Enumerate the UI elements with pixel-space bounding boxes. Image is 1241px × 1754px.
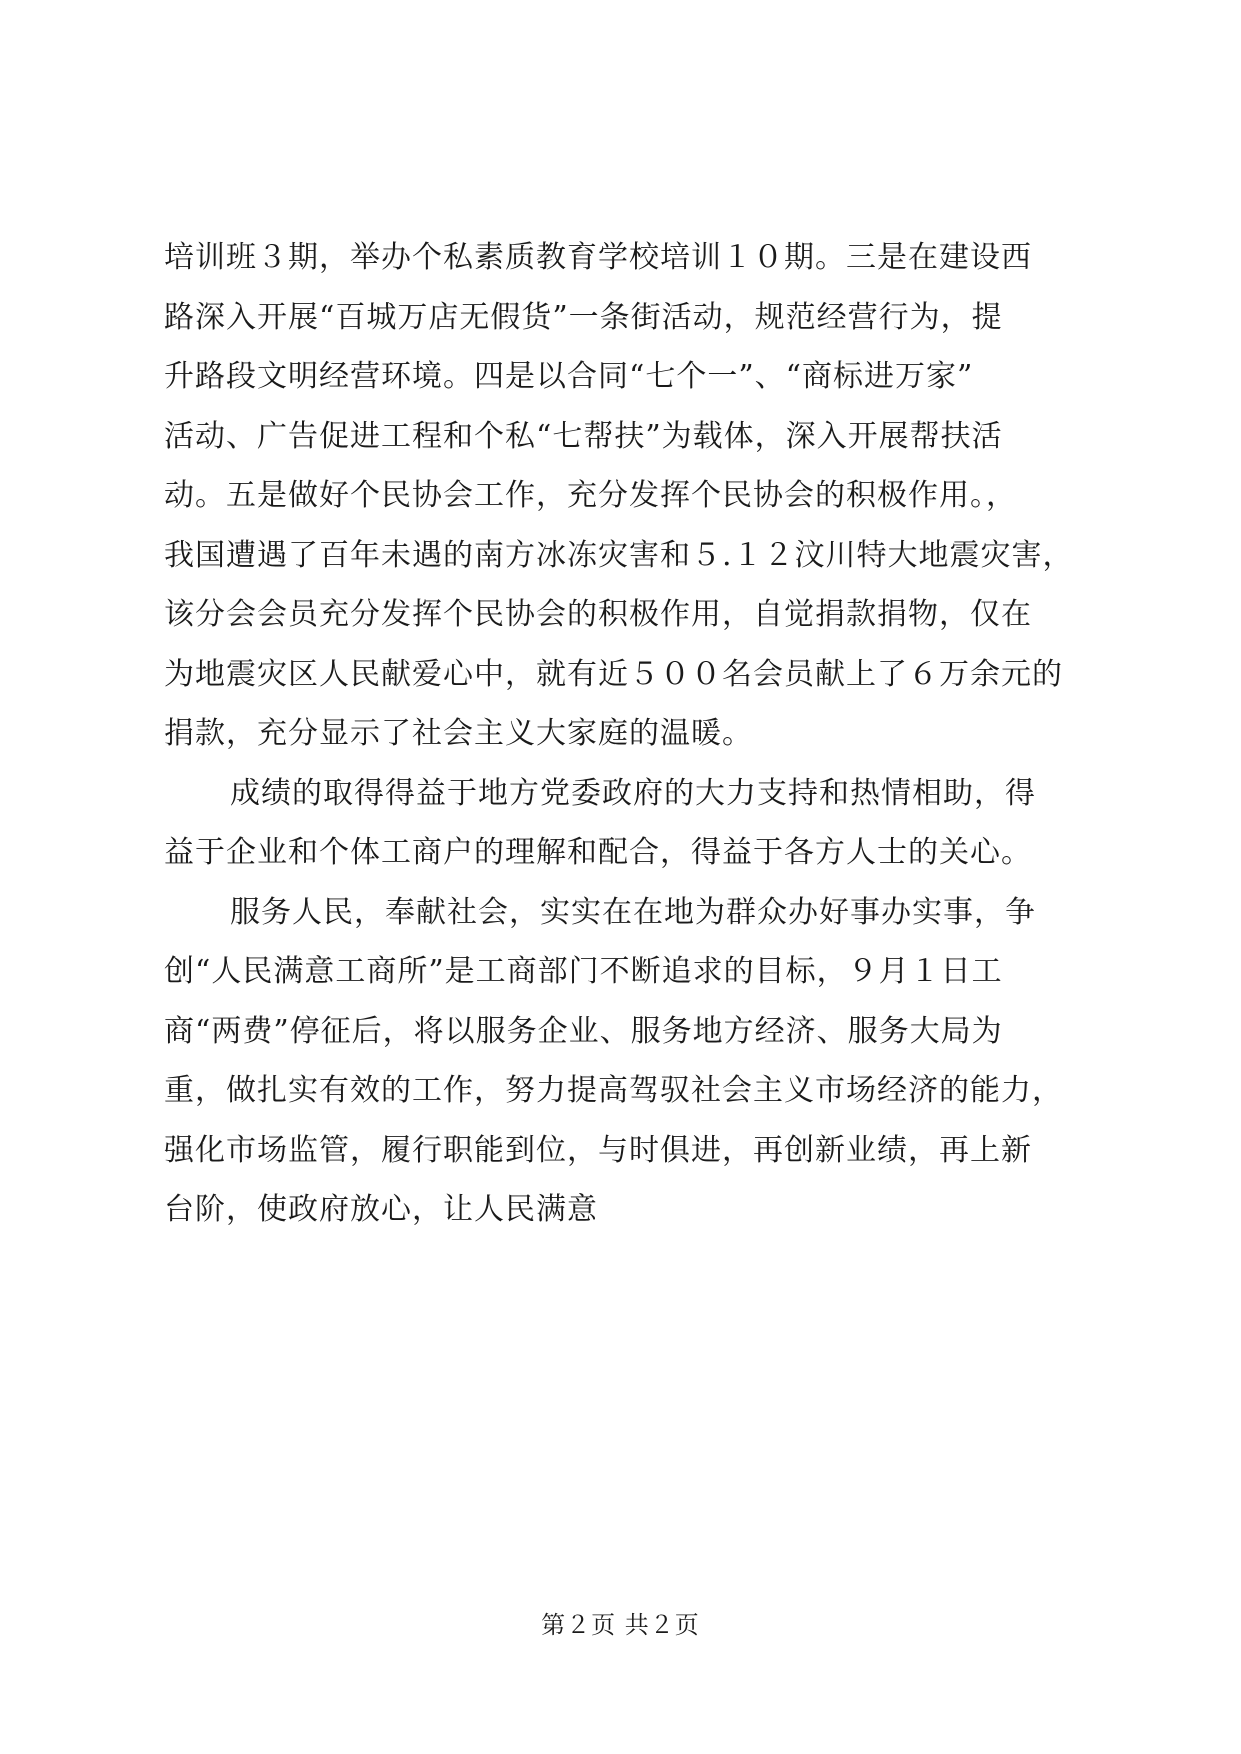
paragraph-1-line-6: 我国遭遇了百年未遇的南方冰冻灾害和５.１２汶川特大地震灾害，: [164, 537, 1074, 573]
paragraph-3-line-1: 服务人民，奉献社会，实实在在地为群众办好事办实事，争: [230, 894, 1036, 930]
paragraph-3-line-4: 重，做扎实有效的工作，努力提高驾驭社会主义市场经济的能力，: [164, 1073, 1063, 1108]
paragraph-1-line-3: 升路段文明经营环境。四是以合同“七个一”、“商标进万家”: [164, 359, 974, 394]
paragraph-1-line-7: 该分会会员充分发挥个民协会的积极作用，自觉捐款捐物，仅在: [164, 597, 1032, 632]
paragraph-1-line-4: 活动、广告促进工程和个私“七帮扶”为载体，深入开展帮扶活: [164, 418, 1003, 454]
paragraph-2-line-2: 益于企业和个体工商户的理解和配合，得益于各方人士的关心。: [164, 835, 1032, 870]
paragraph-1-line-5: 动。五是做好个民协会工作，充分发挥个民协会的积极作用。，: [164, 478, 1017, 513]
paragraph-3-line-3: 商“两费”停征后，将以服务企业、服务地方经济、服务大局为: [164, 1013, 1003, 1049]
paragraph-2-line-1: 成绩的取得得益于地方党委政府的大力支持和热情相助，得: [230, 775, 1036, 811]
paragraph-1-line-1: 培训班３期，举办个私素质教育学校培训１０期。三是在建设西: [164, 240, 1032, 275]
paragraph-1-line-8: 为地震灾区人民献爱心中，就有近５００名会员献上了６万余元的: [164, 656, 1063, 692]
paragraph-3-line-5: 强化市场监管，履行职能到位，与时俱进，再创新业绩，再上新: [164, 1132, 1032, 1168]
paragraph-1-line-2: 路深入开展“百城万店无假货”一条街活动，规范经营行为，提: [164, 299, 1003, 335]
paragraph-3-line-2: 创“人民满意工商所”是工商部门不断追求的目标，９月１日工: [164, 954, 1003, 989]
document-body: [164, 228, 1084, 1240]
page-number-footer: 第２页 共２页: [541, 1611, 700, 1639]
paragraph-1-line-9: 捐款，充分显示了社会主义大家庭的温暖。: [164, 716, 753, 751]
paragraph-3-line-6: 台阶，使政府放心，让人民满意: [164, 1192, 598, 1227]
